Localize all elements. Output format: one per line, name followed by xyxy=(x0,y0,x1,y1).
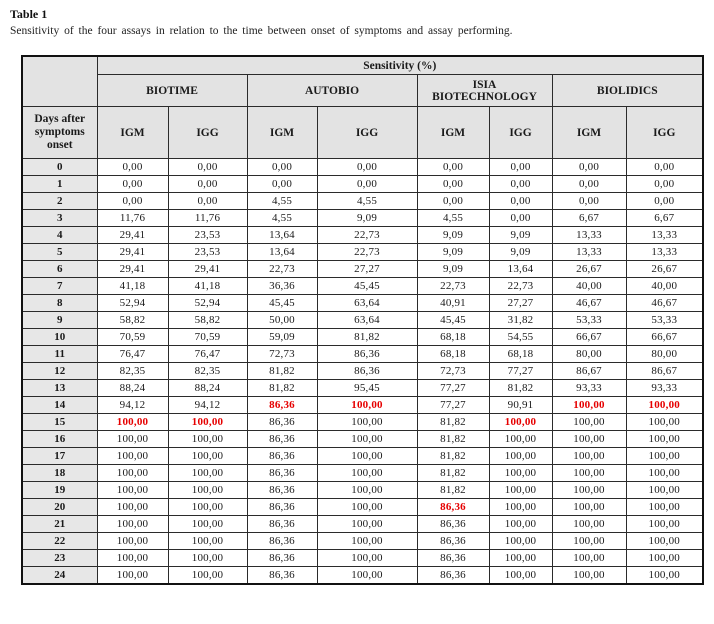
value-cell: 46,67 xyxy=(552,295,626,312)
table-body xyxy=(22,159,703,585)
value-cell: 100,00 xyxy=(168,465,247,482)
value-cell: 100,00 xyxy=(489,567,552,585)
value-cell: 13,33 xyxy=(626,244,703,261)
table-row-day-17 xyxy=(22,448,703,465)
value-cell: 26,67 xyxy=(626,261,703,278)
day-cell: 18 xyxy=(22,465,97,482)
header-row-subcolumns xyxy=(22,107,703,159)
day-cell: 1 xyxy=(22,176,97,193)
value-cell: 41,18 xyxy=(168,278,247,295)
day-cell: 8 xyxy=(22,295,97,312)
value-cell: 100,00 xyxy=(626,431,703,448)
value-cell: 26,67 xyxy=(552,261,626,278)
value-cell: 11,76 xyxy=(168,210,247,227)
value-cell: 100,00 xyxy=(489,414,552,431)
value-cell: 58,82 xyxy=(97,312,168,329)
value-cell: 100,00 xyxy=(317,516,417,533)
value-cell: 100,00 xyxy=(317,414,417,431)
value-cell: 9,09 xyxy=(489,227,552,244)
table-caption: Sensitivity of the four assays in relation to the time between onset of symptoms and assay performing. xyxy=(10,25,513,37)
value-cell: 11,76 xyxy=(97,210,168,227)
value-cell: 100,00 xyxy=(626,465,703,482)
sensitivity-table xyxy=(21,55,704,585)
value-cell: 9,09 xyxy=(489,244,552,261)
value-cell: 41,18 xyxy=(97,278,168,295)
value-cell: 0,00 xyxy=(247,176,317,193)
assay-header-1: BIOTIME xyxy=(97,75,247,107)
value-cell: 13,33 xyxy=(552,227,626,244)
day-cell: 15 xyxy=(22,414,97,431)
value-cell: 66,67 xyxy=(626,329,703,346)
value-cell: 0,00 xyxy=(168,176,247,193)
value-cell: 100,00 xyxy=(489,499,552,516)
value-cell: 100,00 xyxy=(626,448,703,465)
table-row-day-22 xyxy=(22,533,703,550)
table-row-day-7 xyxy=(22,278,703,295)
value-cell: 0,00 xyxy=(489,210,552,227)
value-cell: 100,00 xyxy=(317,397,417,414)
subcolumn-header-6: IGG xyxy=(489,107,552,159)
value-cell: 100,00 xyxy=(168,448,247,465)
value-cell: 86,36 xyxy=(247,550,317,567)
value-cell: 29,41 xyxy=(168,261,247,278)
value-cell: 93,33 xyxy=(552,380,626,397)
value-cell: 4,55 xyxy=(417,210,489,227)
value-cell: 27,27 xyxy=(317,261,417,278)
value-cell: 29,41 xyxy=(97,261,168,278)
value-cell: 100,00 xyxy=(626,533,703,550)
value-cell: 100,00 xyxy=(168,482,247,499)
value-cell: 52,94 xyxy=(97,295,168,312)
value-cell: 76,47 xyxy=(97,346,168,363)
value-cell: 100,00 xyxy=(626,550,703,567)
value-cell: 4,55 xyxy=(247,210,317,227)
value-cell: 100,00 xyxy=(489,482,552,499)
value-cell: 100,00 xyxy=(168,431,247,448)
table-row-day-14 xyxy=(22,397,703,414)
value-cell: 4,55 xyxy=(247,193,317,210)
value-cell: 80,00 xyxy=(626,346,703,363)
value-cell: 13,33 xyxy=(552,244,626,261)
table-row-day-16 xyxy=(22,431,703,448)
value-cell: 40,00 xyxy=(552,278,626,295)
value-cell: 86,36 xyxy=(417,550,489,567)
value-cell: 100,00 xyxy=(489,533,552,550)
day-cell: 11 xyxy=(22,346,97,363)
value-cell: 81,82 xyxy=(417,431,489,448)
value-cell: 86,36 xyxy=(247,499,317,516)
day-cell: 4 xyxy=(22,227,97,244)
value-cell: 100,00 xyxy=(489,431,552,448)
value-cell: 66,67 xyxy=(552,329,626,346)
value-cell: 13,64 xyxy=(247,227,317,244)
value-cell: 86,36 xyxy=(417,533,489,550)
value-cell: 0,00 xyxy=(489,176,552,193)
value-cell: 90,91 xyxy=(489,397,552,414)
value-cell: 86,36 xyxy=(247,465,317,482)
value-cell: 100,00 xyxy=(97,414,168,431)
value-cell: 100,00 xyxy=(626,516,703,533)
table-row-day-18 xyxy=(22,465,703,482)
value-cell: 86,67 xyxy=(552,363,626,380)
table-row-day-9 xyxy=(22,312,703,329)
value-cell: 81,82 xyxy=(247,380,317,397)
value-cell: 100,00 xyxy=(552,465,626,482)
value-cell: 0,00 xyxy=(626,176,703,193)
value-cell: 0,00 xyxy=(97,193,168,210)
value-cell: 86,36 xyxy=(247,431,317,448)
value-cell: 86,67 xyxy=(626,363,703,380)
day-cell: 7 xyxy=(22,278,97,295)
value-cell: 0,00 xyxy=(97,176,168,193)
value-cell: 0,00 xyxy=(552,159,626,176)
value-cell: 0,00 xyxy=(417,159,489,176)
table-row-day-19 xyxy=(22,482,703,499)
value-cell: 13,64 xyxy=(489,261,552,278)
value-cell: 6,67 xyxy=(626,210,703,227)
value-cell: 70,59 xyxy=(97,329,168,346)
value-cell: 100,00 xyxy=(317,533,417,550)
header-row-assays xyxy=(22,75,703,107)
value-cell: 68,18 xyxy=(417,329,489,346)
value-cell: 70,59 xyxy=(168,329,247,346)
value-cell: 100,00 xyxy=(317,499,417,516)
value-cell: 86,36 xyxy=(247,516,317,533)
subcolumn-header-1: IGM xyxy=(97,107,168,159)
value-cell: 52,94 xyxy=(168,295,247,312)
day-cell: 17 xyxy=(22,448,97,465)
value-cell: 36,36 xyxy=(247,278,317,295)
value-cell: 68,18 xyxy=(417,346,489,363)
value-cell: 86,36 xyxy=(247,448,317,465)
value-cell: 100,00 xyxy=(489,448,552,465)
table-row-day-2 xyxy=(22,193,703,210)
table-row-day-1 xyxy=(22,176,703,193)
value-cell: 100,00 xyxy=(97,465,168,482)
value-cell: 100,00 xyxy=(552,516,626,533)
value-cell: 93,33 xyxy=(626,380,703,397)
value-cell: 86,36 xyxy=(247,397,317,414)
value-cell: 86,36 xyxy=(247,482,317,499)
value-cell: 58,82 xyxy=(168,312,247,329)
value-cell: 100,00 xyxy=(97,567,168,585)
value-cell: 13,33 xyxy=(626,227,703,244)
value-cell: 9,09 xyxy=(417,261,489,278)
value-cell: 0,00 xyxy=(317,176,417,193)
value-cell: 100,00 xyxy=(168,567,247,585)
value-cell: 9,09 xyxy=(417,227,489,244)
table-row-day-15 xyxy=(22,414,703,431)
day-cell: 22 xyxy=(22,533,97,550)
value-cell: 81,82 xyxy=(417,465,489,482)
value-cell: 50,00 xyxy=(247,312,317,329)
value-cell: 9,09 xyxy=(317,210,417,227)
day-cell: 13 xyxy=(22,380,97,397)
value-cell: 45,45 xyxy=(317,278,417,295)
value-cell: 40,00 xyxy=(626,278,703,295)
table-row-day-0 xyxy=(22,159,703,176)
value-cell: 13,64 xyxy=(247,244,317,261)
value-cell: 100,00 xyxy=(552,550,626,567)
value-cell: 100,00 xyxy=(317,567,417,585)
value-cell: 40,91 xyxy=(417,295,489,312)
day-cell: 12 xyxy=(22,363,97,380)
value-cell: 0,00 xyxy=(626,159,703,176)
day-cell: 6 xyxy=(22,261,97,278)
day-cell: 14 xyxy=(22,397,97,414)
value-cell: 81,82 xyxy=(489,380,552,397)
value-cell: 23,53 xyxy=(168,227,247,244)
value-cell: 31,82 xyxy=(489,312,552,329)
value-cell: 86,36 xyxy=(317,346,417,363)
value-cell: 100,00 xyxy=(552,482,626,499)
value-cell: 76,47 xyxy=(168,346,247,363)
value-cell: 59,09 xyxy=(247,329,317,346)
assay-header-4: BIOLIDICS xyxy=(552,75,703,107)
value-cell: 86,36 xyxy=(417,567,489,585)
table-title-block xyxy=(10,7,700,39)
value-cell: 100,00 xyxy=(317,465,417,482)
value-cell: 63,64 xyxy=(317,312,417,329)
table-row-day-24 xyxy=(22,567,703,585)
table-title: Table 1 xyxy=(10,7,48,21)
value-cell: 81,82 xyxy=(247,363,317,380)
day-cell: 2 xyxy=(22,193,97,210)
day-cell: 21 xyxy=(22,516,97,533)
day-cell: 19 xyxy=(22,482,97,499)
value-cell: 95,45 xyxy=(317,380,417,397)
value-cell: 100,00 xyxy=(168,499,247,516)
table-row-day-13 xyxy=(22,380,703,397)
table-row-day-12 xyxy=(22,363,703,380)
subcolumn-header-7: IGM xyxy=(552,107,626,159)
value-cell: 86,36 xyxy=(417,516,489,533)
value-cell: 46,67 xyxy=(626,295,703,312)
value-cell: 100,00 xyxy=(552,397,626,414)
value-cell: 45,45 xyxy=(247,295,317,312)
day-cell: 20 xyxy=(22,499,97,516)
value-cell: 77,27 xyxy=(489,363,552,380)
subcolumn-header-2: IGG xyxy=(168,107,247,159)
table-row-day-5 xyxy=(22,244,703,261)
value-cell: 80,00 xyxy=(552,346,626,363)
value-cell: 100,00 xyxy=(97,448,168,465)
value-cell: 72,73 xyxy=(247,346,317,363)
assay-header-3: ISIA BIOTECHNOLOGY xyxy=(417,75,552,107)
day-cell: 9 xyxy=(22,312,97,329)
value-cell: 22,73 xyxy=(317,244,417,261)
table-row-day-3 xyxy=(22,210,703,227)
value-cell: 0,00 xyxy=(168,193,247,210)
value-cell: 27,27 xyxy=(489,295,552,312)
value-cell: 86,36 xyxy=(247,533,317,550)
value-cell: 9,09 xyxy=(417,244,489,261)
day-cell: 23 xyxy=(22,550,97,567)
value-cell: 81,82 xyxy=(317,329,417,346)
assay-header-2: AUTOBIO xyxy=(247,75,417,107)
corner-cell xyxy=(22,56,97,107)
day-column-header: Days after symptoms onset xyxy=(22,107,97,159)
value-cell: 100,00 xyxy=(97,516,168,533)
value-cell: 94,12 xyxy=(168,397,247,414)
value-cell: 94,12 xyxy=(97,397,168,414)
value-cell: 100,00 xyxy=(97,533,168,550)
table-row-day-21 xyxy=(22,516,703,533)
value-cell: 22,73 xyxy=(489,278,552,295)
value-cell: 22,73 xyxy=(317,227,417,244)
table-row-day-23 xyxy=(22,550,703,567)
value-cell: 100,00 xyxy=(317,482,417,499)
value-cell: 100,00 xyxy=(317,448,417,465)
table-row-day-6 xyxy=(22,261,703,278)
value-cell: 100,00 xyxy=(626,499,703,516)
value-cell: 100,00 xyxy=(489,516,552,533)
table-row-day-8 xyxy=(22,295,703,312)
value-cell: 68,18 xyxy=(489,346,552,363)
table-row-day-11 xyxy=(22,346,703,363)
value-cell: 0,00 xyxy=(417,176,489,193)
value-cell: 81,82 xyxy=(417,448,489,465)
value-cell: 0,00 xyxy=(626,193,703,210)
value-cell: 22,73 xyxy=(247,261,317,278)
value-cell: 53,33 xyxy=(552,312,626,329)
day-cell: 0 xyxy=(22,159,97,176)
value-cell: 77,27 xyxy=(417,397,489,414)
value-cell: 0,00 xyxy=(247,159,317,176)
table-row-day-10 xyxy=(22,329,703,346)
value-cell: 6,67 xyxy=(552,210,626,227)
header-row-sensitivity xyxy=(22,56,703,75)
day-cell: 3 xyxy=(22,210,97,227)
value-cell: 100,00 xyxy=(168,414,247,431)
value-cell: 82,35 xyxy=(97,363,168,380)
value-cell: 54,55 xyxy=(489,329,552,346)
value-cell: 100,00 xyxy=(552,414,626,431)
value-cell: 100,00 xyxy=(626,482,703,499)
value-cell: 86,36 xyxy=(247,567,317,585)
value-cell: 23,53 xyxy=(168,244,247,261)
value-cell: 100,00 xyxy=(626,397,703,414)
value-cell: 100,00 xyxy=(489,550,552,567)
value-cell: 0,00 xyxy=(489,159,552,176)
day-cell: 5 xyxy=(22,244,97,261)
value-cell: 100,00 xyxy=(168,516,247,533)
value-cell: 100,00 xyxy=(489,465,552,482)
value-cell: 100,00 xyxy=(552,448,626,465)
table-header xyxy=(22,56,703,159)
subcolumn-header-8: IGG xyxy=(626,107,703,159)
value-cell: 100,00 xyxy=(552,431,626,448)
subcolumn-header-5: IGM xyxy=(417,107,489,159)
value-cell: 100,00 xyxy=(626,567,703,585)
value-cell: 100,00 xyxy=(552,499,626,516)
value-cell: 0,00 xyxy=(317,159,417,176)
value-cell: 100,00 xyxy=(317,431,417,448)
day-cell: 10 xyxy=(22,329,97,346)
value-cell: 100,00 xyxy=(97,482,168,499)
value-cell: 4,55 xyxy=(317,193,417,210)
day-cell: 16 xyxy=(22,431,97,448)
value-cell: 0,00 xyxy=(97,159,168,176)
value-cell: 100,00 xyxy=(168,533,247,550)
value-cell: 0,00 xyxy=(552,176,626,193)
value-cell: 0,00 xyxy=(489,193,552,210)
sensitivity-header: Sensitivity (%) xyxy=(97,56,703,75)
table-row-day-4 xyxy=(22,227,703,244)
value-cell: 82,35 xyxy=(168,363,247,380)
table-row-day-20 xyxy=(22,499,703,516)
value-cell: 100,00 xyxy=(97,550,168,567)
value-cell: 29,41 xyxy=(97,227,168,244)
value-cell: 77,27 xyxy=(417,380,489,397)
value-cell: 100,00 xyxy=(626,414,703,431)
value-cell: 72,73 xyxy=(417,363,489,380)
value-cell: 100,00 xyxy=(168,550,247,567)
subcolumn-header-3: IGM xyxy=(247,107,317,159)
value-cell: 45,45 xyxy=(417,312,489,329)
value-cell: 100,00 xyxy=(317,550,417,567)
value-cell: 81,82 xyxy=(417,414,489,431)
value-cell: 29,41 xyxy=(97,244,168,261)
value-cell: 86,36 xyxy=(417,499,489,516)
subcolumn-header-4: IGG xyxy=(317,107,417,159)
value-cell: 88,24 xyxy=(168,380,247,397)
value-cell: 81,82 xyxy=(417,482,489,499)
value-cell: 100,00 xyxy=(97,499,168,516)
value-cell: 22,73 xyxy=(417,278,489,295)
value-cell: 100,00 xyxy=(552,533,626,550)
value-cell: 53,33 xyxy=(626,312,703,329)
value-cell: 100,00 xyxy=(552,567,626,585)
value-cell: 0,00 xyxy=(168,159,247,176)
value-cell: 86,36 xyxy=(317,363,417,380)
value-cell: 88,24 xyxy=(97,380,168,397)
value-cell: 100,00 xyxy=(97,431,168,448)
value-cell: 63,64 xyxy=(317,295,417,312)
value-cell: 86,36 xyxy=(247,414,317,431)
day-cell: 24 xyxy=(22,567,97,585)
value-cell: 0,00 xyxy=(417,193,489,210)
value-cell: 0,00 xyxy=(552,193,626,210)
